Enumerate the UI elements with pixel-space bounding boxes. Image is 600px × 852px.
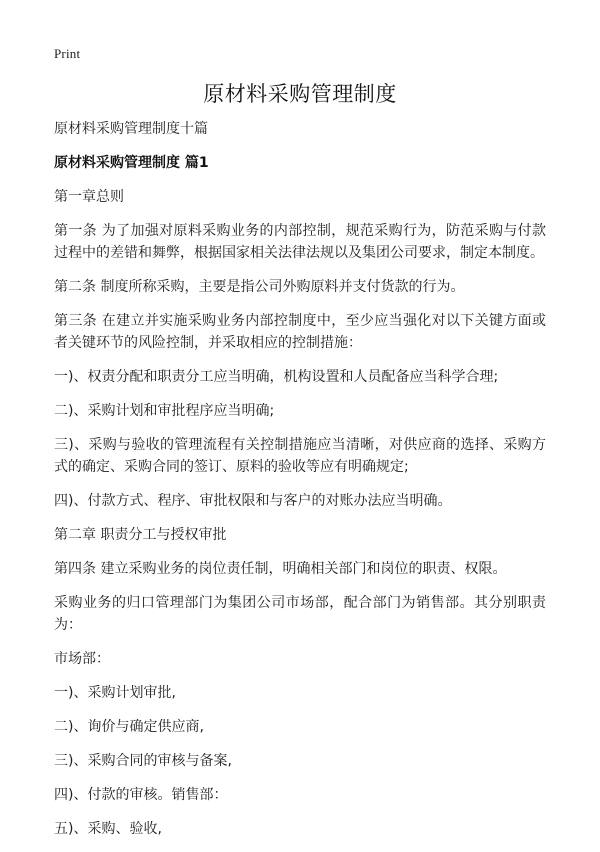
- list-item: 五)、采购、验收,: [54, 821, 162, 837]
- chapter-heading: 第一章总则: [54, 189, 124, 205]
- paragraph: 原材料采购管理制度十篇: [54, 121, 208, 137]
- print-label: Print: [54, 46, 81, 61]
- list-item: 一)、权责分配和职责分工应当明确，机构设置和人员配备应当科学合理;: [54, 369, 499, 385]
- paragraph: 第四条 建立采购业务的岗位责任制，明确相关部门和岗位的职责、权限。: [54, 561, 507, 577]
- chapter-heading: 第二章 职责分工与授权审批: [54, 527, 227, 543]
- document-body: [54, 118, 546, 852]
- section-heading: 原材料采购管理制度 篇1: [54, 155, 209, 171]
- paragraph: 第一条 为了加强对原料采购业务的内部控制，规范采购行为，防范采购与付款过程中的差错和舞弊，根据国家相关法律法规以及集团公司要求，制定本制度。: [54, 223, 546, 261]
- document-title: 原材料采购管理制度: [203, 82, 397, 106]
- list-item: 四)、付款方式、程序、审批权限和与客户的对账办法应当明确。: [54, 493, 452, 509]
- paragraph: 第三条 在建立并实施采购业务内部控制度中，至少应当强化对以下关键方面或者关键环节的风险控制，并采取相应的控制措施：: [54, 313, 546, 351]
- list-item: 二)、询价与确定供应商,: [54, 719, 204, 735]
- paragraph: 第二条 制度所称采购，主要是指公司外购原料并支付货款的行为。: [54, 279, 465, 295]
- list-item: 一)、采购计划审批,: [54, 685, 176, 701]
- paragraph: 采购业务的归口管理部门为集团公司市场部，配合部门为销售部。其分别职责为：: [54, 595, 546, 633]
- list-item: 二)、采购计划和审批程序应当明确;: [54, 403, 275, 419]
- list-item: 四)、付款的审核。销售部：: [54, 787, 228, 803]
- paragraph: 市场部：: [54, 651, 110, 667]
- list-item: 三)、采购与验收的管理流程有关控制措施应当清晰，对供应商的选择、采购方式的确定、采购合同的签订、原料的验收等应有明确规定;: [54, 437, 546, 475]
- list-item: 三)、采购合同的审核与备案,: [54, 753, 232, 769]
